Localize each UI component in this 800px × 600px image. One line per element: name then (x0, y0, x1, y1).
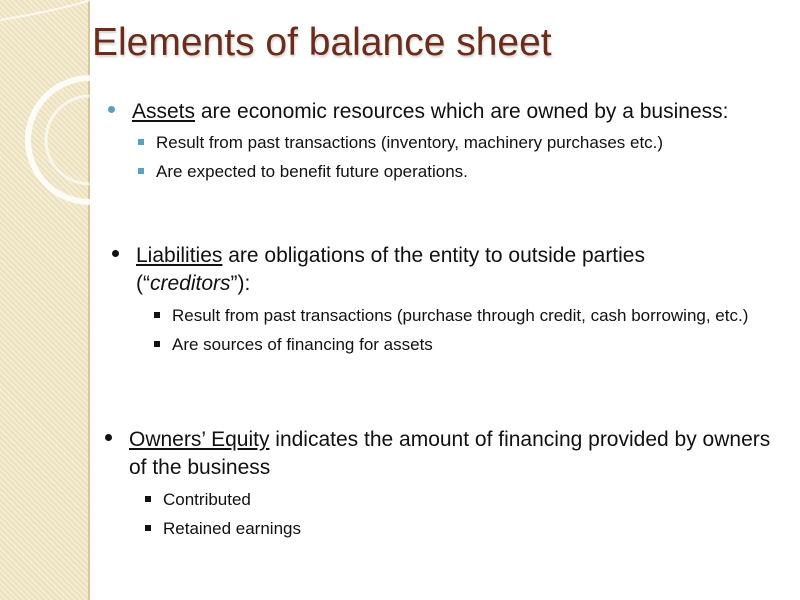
list-item: Retained earnings (139, 518, 789, 541)
section-owners-equity (129, 426, 789, 547)
left-decorative-band (0, 0, 90, 600)
assets-bullet (132, 98, 772, 126)
bullet-dot-icon (112, 250, 119, 257)
section-liabilities (136, 242, 756, 363)
square-bullet-icon (145, 525, 151, 531)
square-bullet-icon (154, 341, 160, 347)
assets-text: are economic resources which are owned by a business: (195, 100, 729, 123)
square-bullet-icon (154, 312, 160, 318)
slide-title: Elements of balance sheet (92, 21, 552, 64)
assets-sub-list (132, 132, 772, 184)
equity-sub-list (139, 489, 789, 541)
list-item: Are expected to benefit future operations. (132, 161, 772, 184)
list-item: Contributed (139, 489, 789, 512)
liabilities-sub-list (148, 305, 756, 357)
equity-bullet (129, 426, 789, 483)
square-bullet-icon (145, 496, 151, 502)
square-bullet-icon (138, 168, 144, 174)
assets-term: Assets (132, 100, 196, 123)
list-item: Are sources of financing for assets (148, 334, 756, 357)
liabilities-text-before: are obligations of the entity to outside parties (“ (136, 244, 645, 296)
liabilities-term: Liabilities (136, 244, 223, 267)
equity-text: indicates the amount of financing provided by owners of the business (129, 428, 771, 480)
equity-term: Owners’ Equity (129, 428, 270, 451)
list-item: Result from past transactions (purchase through credit, cash borrowing, etc.) (148, 305, 756, 328)
section-assets (132, 98, 772, 190)
liabilities-bullet (136, 242, 756, 299)
liabilities-italic: creditors (150, 272, 231, 296)
bullet-dot-icon (105, 434, 112, 441)
list-item: Result from past transactions (inventory, machinery purchases etc.) (132, 132, 772, 155)
liabilities-text-after: ”): (230, 272, 251, 296)
square-bullet-icon (138, 139, 144, 145)
bullet-dot-icon (108, 106, 115, 113)
